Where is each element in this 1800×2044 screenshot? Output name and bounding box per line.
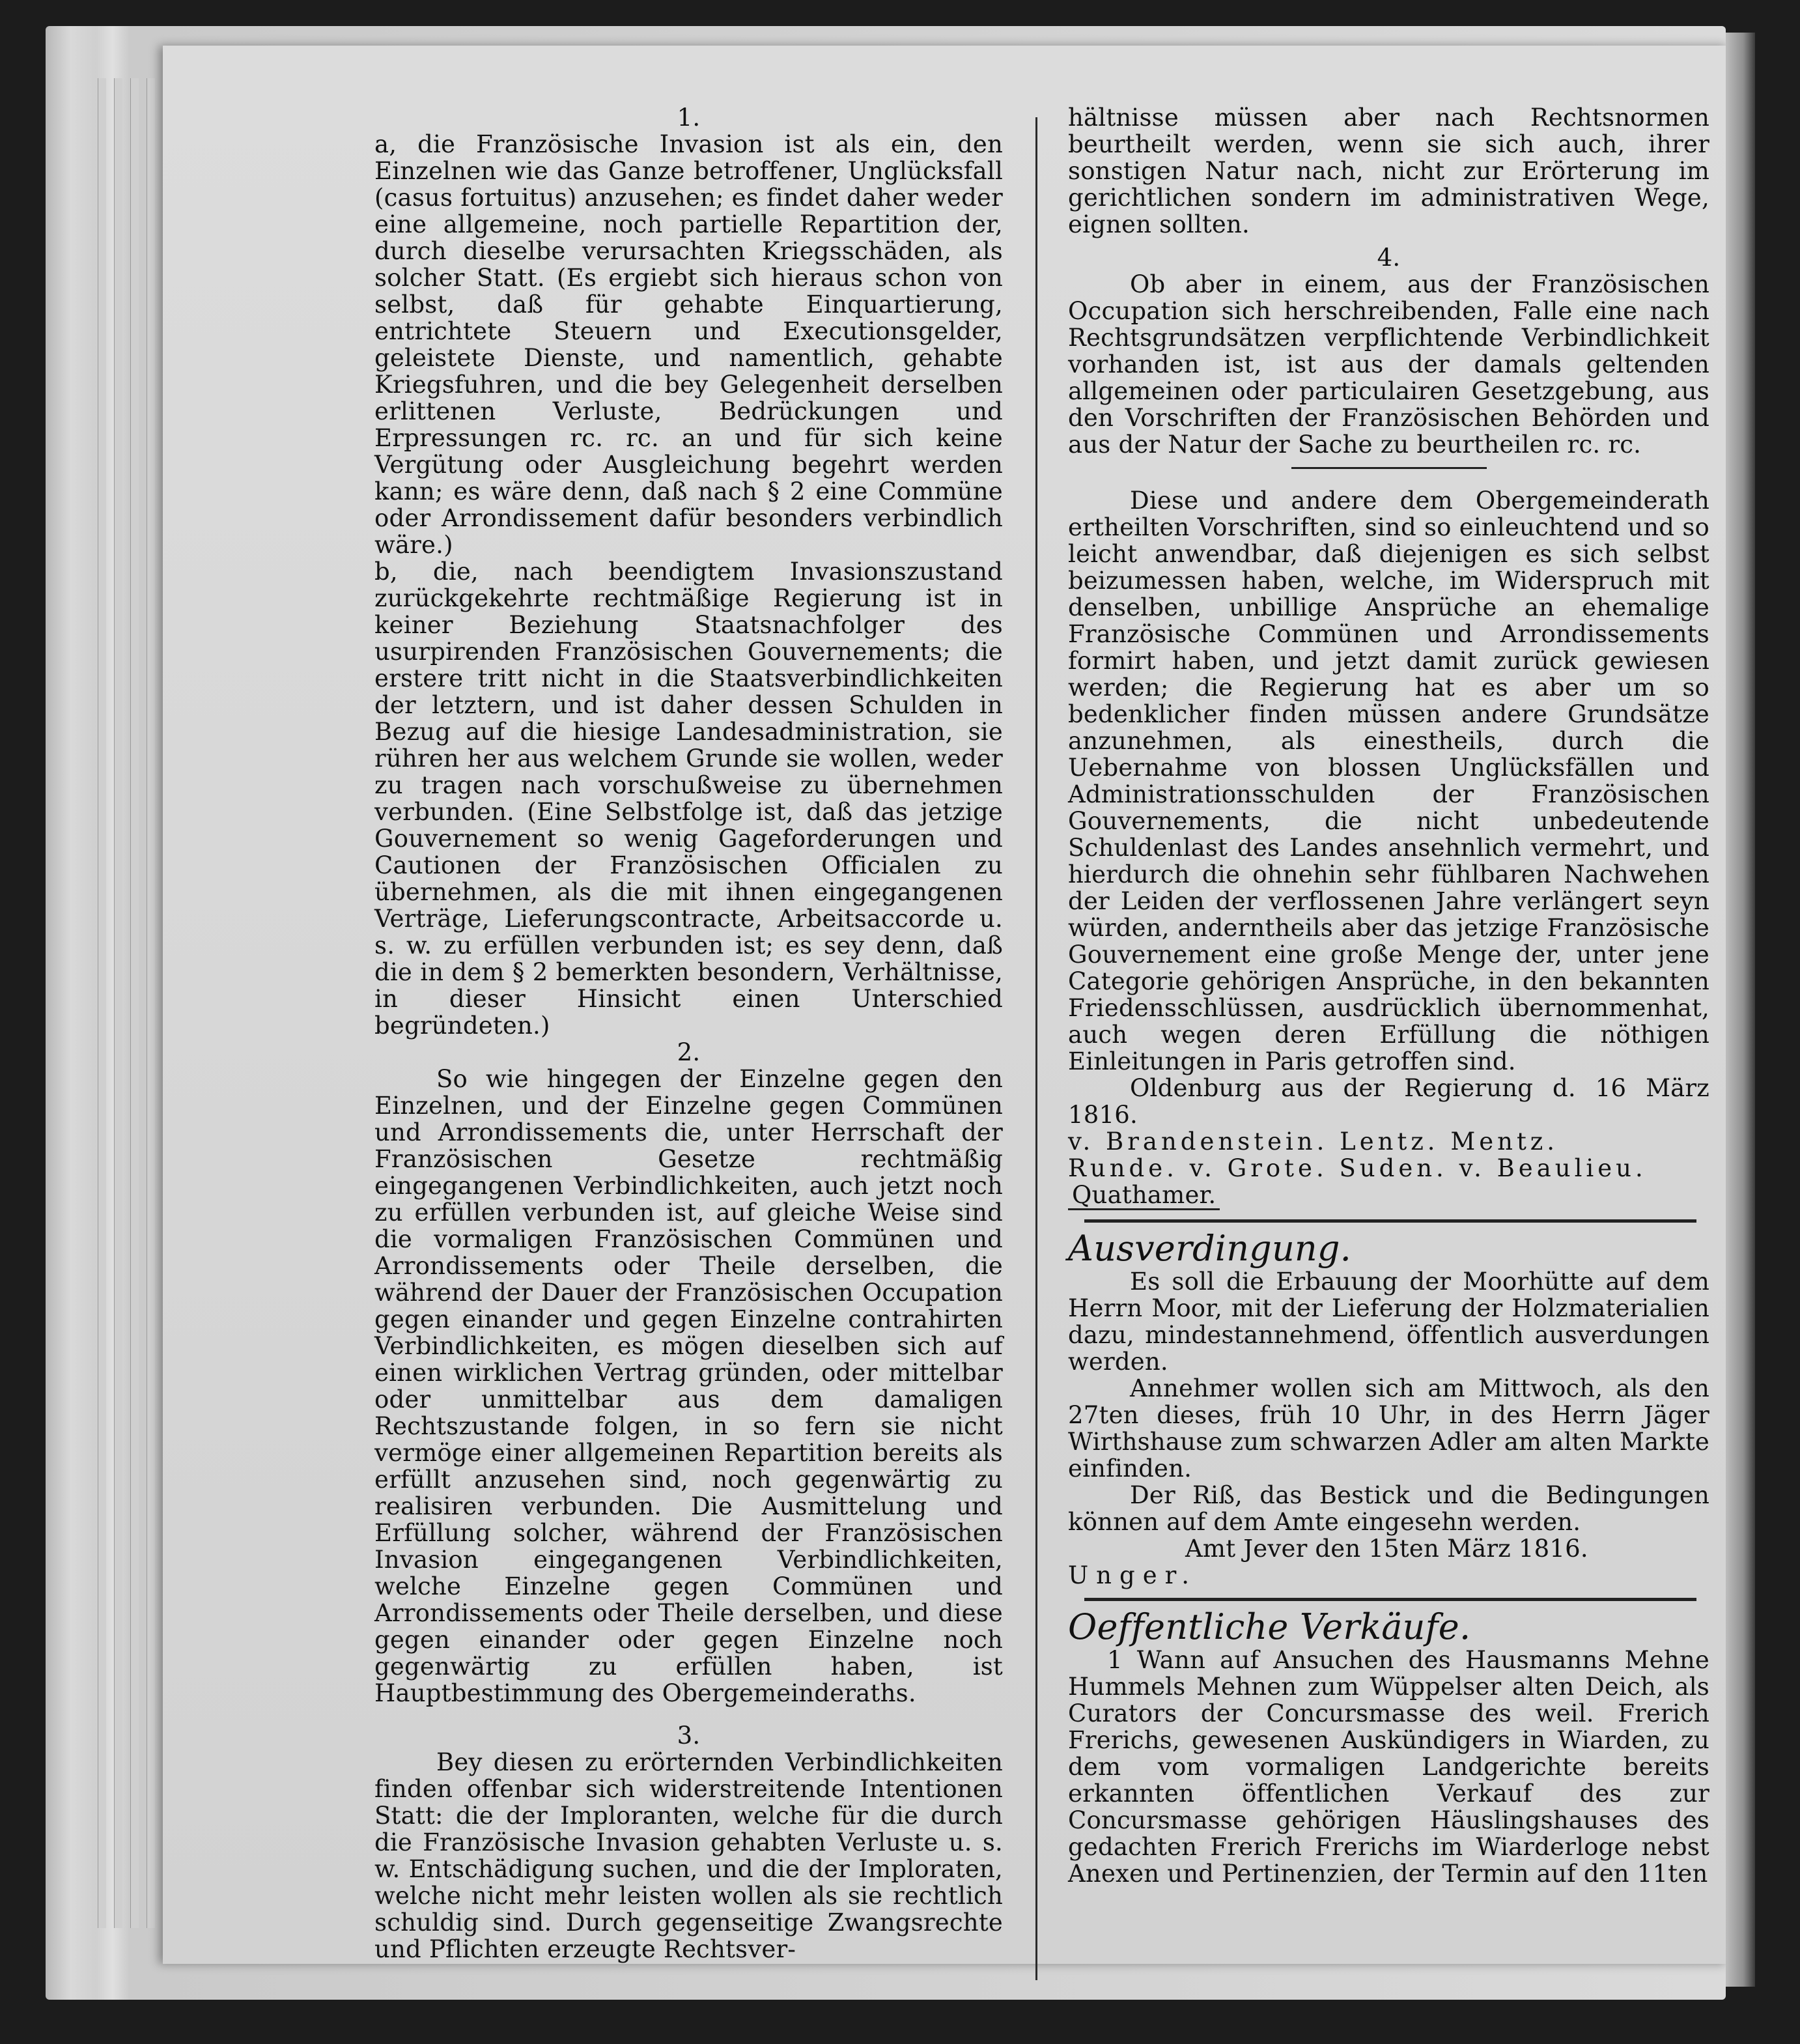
ausverdingung-paragraph-3: Der Riß, das Bestick und die Bedingungen können auf dem Amte eingesehn werden. [1068,1481,1709,1536]
paragraph-2: So wie hingegen der Einzelne gegen den Einzelnen, und der Einzelne gegen Commünen und Arrondissements die, unter Herrschaft der Französischen Gesetze rechtmäßig eingegangenen Verbindlichkeiten, auch jetzt noch zu erfüllen verbunden ist, auf gleiche Weise sind die vormaligen Französischen Commünen und Arrondissements oder Theile derselben, die während der Dauer der Französischen Occupation gegen einander und gegen Einzelne contrahirten Verbindlichkeiten, es mögen dieselben sich auf einen wirklichen Vertrag gründen, oder mittelbar oder unmittelbar aus dem damaligen Rechtszustande folgen, in so fern sie nicht vermöge einer allgemeinen Repartition bereits als erfüllt anzusehen sind, noch gegenwärtig zu realisiren verbunden. Die Ausmittelung und Erfüllung solcher, während der Französischen Invasion eingegangenen Verbindlichkeiten, welche Einzelne gegen Commünen und Arrondissements oder Theile derselben, und diese gegen einander oder gegen Einzelne noch gegenwärtig zu erfüllen haben, ist Hauptbestimmung des Obergemeinderaths. [374,1065,1003,1707]
signatory-quathamer-text: Quathamer. [1068,1182,1220,1210]
column-divider [1035,117,1037,1980]
section-rule [1084,1598,1696,1601]
paragraph-4: Ob aber in einem, aus der Französischen Occupation sich herschreibenden, Falle eine nach Rechtsgrundsätzen verpflichtende Verbindlichkeit vorhanden ist, ist aus der damals geltenden allgemeinen oder particulairen Gesetzgebung, aus den Vorschriften der Französischen Behörden und aus der Natur der Sache zu beurtheilen rc. rc. [1068,270,1709,459]
section-number-3: 3. [677,1722,701,1750]
ausverdingung-dateline: Amt Jever den 15ten März 1816. [1185,1535,1588,1563]
section-number-1: 1. [677,104,701,132]
page-stack-edge [114,78,122,1928]
dateline: Oldenburg aus der Regierung d. 16 März 1816. [1068,1074,1709,1129]
page-stack-edge [147,78,155,1928]
signatories-line-2: Runde. v. Grote. Suden. v. Beaulieu. [1068,1154,1647,1182]
paragraph-a: a, die Französische Invasion ist als ein, den Einzelnen wie das Ganze betroffener, Unglücksfall (casus fortuitus) anzusehen; es findet daher weder eine allgemeine, noch partielle Repartition der, durch dieselbe verursachten Kriegsschäden, als solcher Statt. (Es ergiebt sich hieraus schon von selbst, daß für gehabte Einquartierung, entrichtete Steuern und Executionsgelder, geleistete Dienste, und namentlich, gehabte Kriegsfuhren, und die bey Gelegenheit derselben erlittenen Verluste, Bedrückungen und Erpressungen rc. rc. an und für sich keine Vergütung oder Ausgleichung begehrt werden kann; es wäre denn, daß nach § 2 eine Commüne oder Arrondissement dafür besonders verbindlich wäre.) [374,130,1003,559]
section-title-verkaeufe: Oeffentliche Verkäufe. [1068,1606,1471,1647]
signatory-quathamer [1068,1182,1709,1210]
separator-rule [1291,467,1487,469]
section-rule [1084,1219,1696,1223]
closing-paragraph: Diese und andere dem Obergemeinderath ertheilten Vorschriften, sind so einleuchtend und so leicht anwendbar, daß diejenigen es sich selbst beizumessen haben, welche, im Widerspruch mit denselben, unbillige Ansprüche an ehemalige Französische Commünen und Arrondissements formirt haben, und jetzt damit zurück gewiesen werden; die Regierung hat es aber um so bedenklicher finden müssen andere Grundsätze anzunehmen, als einestheils, durch die Uebernahme von blossen Unglücksfällen und Administrationsschulden der Französischen Gouvernements, die nicht unbedeutende Schuldenlast des Landes ansehnlich vermehrt, und hierdurch die ohnehin sehr fühlbaren Nachwehen der Leiden der verflossenen Jahre verlängert seyn würden, anderntheils aber das jetzige Französische Gouvernement eine große Menge der, unter jene Categorie gehörigen Ansprüche, in den bekannten Friedensschlüssen, ausdrücklich übernommenhat, auch wegen deren Erfüllung die nöthigen Einleitungen in Paris getroffen sind. [1068,487,1709,1075]
left-column [374,104,1003,1963]
ausverdingung-signer: Unger. [1068,1561,1197,1589]
page-stack-edge [130,78,139,1928]
page-stack-edge [98,78,106,1928]
section-title-ausverdingung: Ausverdingung. [1068,1228,1352,1269]
signatories-line-1: v. Brandenstein. Lentz. Mentz. [1068,1128,1559,1156]
section-number-4: 4. [1377,244,1401,272]
right-page-edge [1726,33,1755,1987]
right-column [1068,104,1709,1887]
paragraph-b: b, die, nach beendigtem Invasionszustand zurückgekehrte rechtmäßige Regierung ist in keiner Beziehung Staatsnachfolger des usurpirenden Französischen Gouvernements; die erstere tritt nicht in die Staatsverbindlichkeiten der letztern, und ist daher dessen Schulden in Bezug auf die hiesige Landesadministration, sie rühren her aus welchem Grunde sie wollen, weder zu tragen nach vorschußweise zu übernehmen verbunden. (Eine Selbstfolge ist, daß das jetzige Gouvernement so wenig Gageforderungen und Cautionen der Französischen Officialen zu übernehmen, als die mit ihnen eingegangenen Verträge, Lieferungscontracte, Arbeitsaccorde u. s. w. zu erfüllen verbunden ist; es sey denn, daß die in dem § 2 bemerkten besondern, Verhältnisse, in dieser Hinsicht einen Unterschied begründeten.) [374,558,1003,1040]
paragraph-3-continued: hältnisse müssen aber nach Rechtsnormen beurtheilt werden, wenn sie sich auch, ihrer sonstigen Natur nach, nicht zur Erörterung im gerichtlichen sondern im administrativen Wege, eignen sollten. [1068,104,1709,238]
ausverdingung-paragraph-1: Es soll die Erbauung der Moorhütte auf dem Herrn Moor, mit der Lieferung der Holzmaterialien dazu, mindestannehmend, öffentlich ausverdungen werden. [1068,1268,1709,1376]
paragraph-3: Bey diesen zu erörternden Verbindlichkeiten finden offenbar sich widerstreitende Intentionen Statt: die der Imploranten, welche für die durch die Französische Invasion gehabten Verluste u. s. w. Entschädigung suchen, und die der Imploraten, welche nicht mehr leisten wollen als sie rechtlich schuldig sind. Durch gegenseitige Zwangsrechte und Pflichten erzeugte Rechtsver- [374,1748,1003,1963]
verkaeufe-paragraph-1: 1 Wann auf Ansuchen des Hausmanns Mehne Hummels Mehnen zum Wüppelser alten Deich, als Curators der Concursmasse des weil. Frerich Frerichs, gewesenen Auskündigers in Wiarden, zu dem vom vormaligen Landgerichte bereits erkannten öffentlichen Verkauf des zur Concursmasse gehörigen Häuslingshauses des gedachten Frerich Frerichs im Wiarderloge nebst Anexen und Pertinenzien, der Termin auf den 11ten [1068,1646,1709,1888]
section-number-2: 2. [677,1038,701,1066]
ausverdingung-paragraph-2: Annehmer wollen sich am Mittwoch, als den 27ten dieses, früh 10 Uhr, in des Herrn Jäger Wirthshause zum schwarzen Adler am alten Markte einfinden. [1068,1374,1709,1483]
